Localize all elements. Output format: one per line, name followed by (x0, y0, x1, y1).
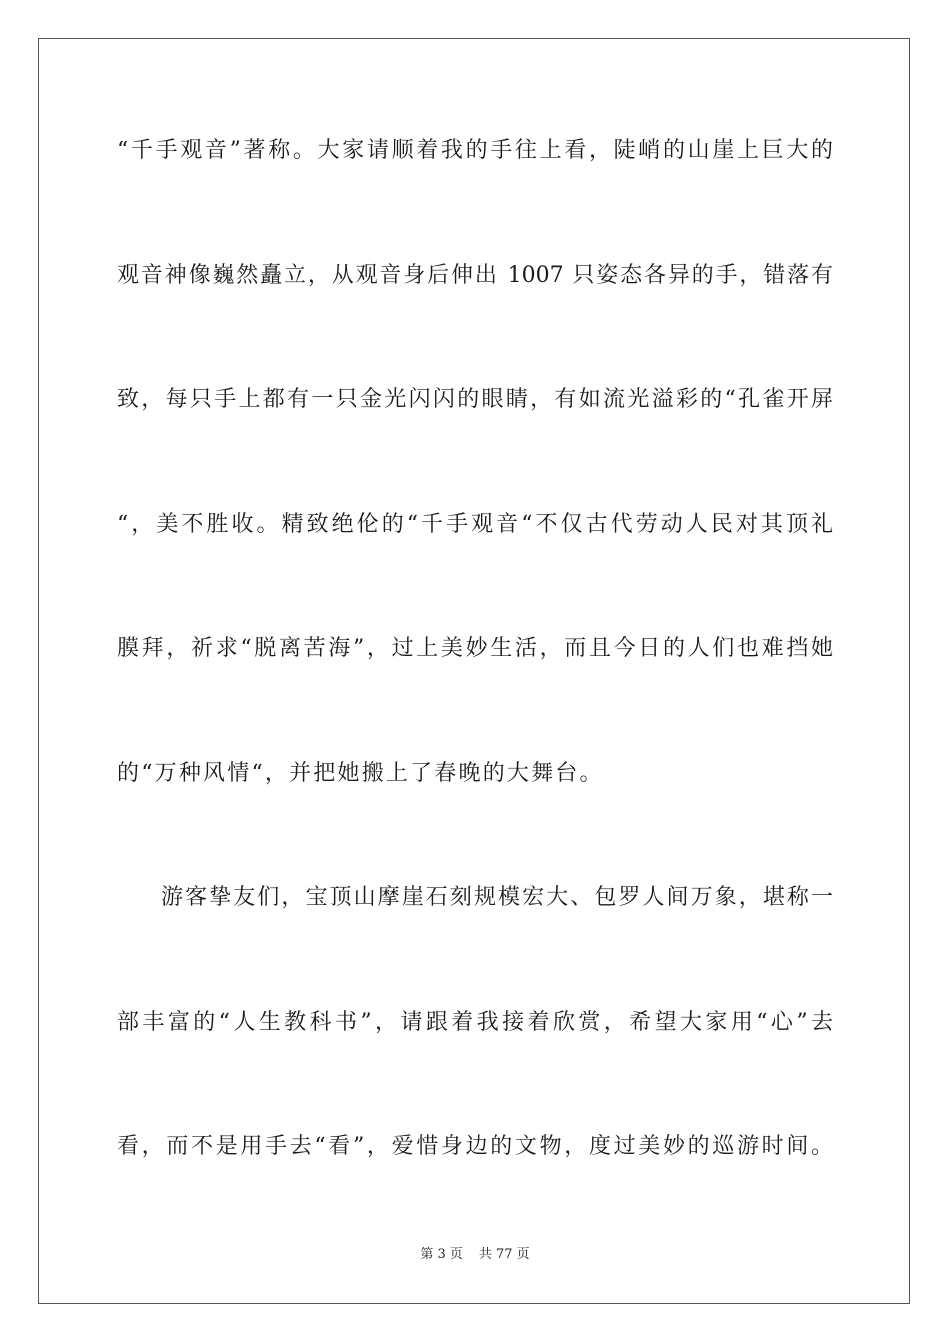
paragraph-line: 膜拜，祈求“脱离苦海”，过上美妙生活，而且今日的人们也难挡她 (117, 636, 833, 661)
paragraph-line: “千手观音”著称。大家请顺着我的手往上看，陡峭的山崖上巨大的 (117, 138, 833, 163)
total-pages: 共 77 页 (478, 1247, 530, 1262)
paragraph-line: 看，而不是用手去“看”，爱惜身边的文物，度过美妙的巡游时间。 (117, 1134, 833, 1159)
page-number: 第 3 页 (420, 1247, 463, 1262)
paragraph-line: 致，每只手上都有一只金光闪闪的眼睛，有如流光溢彩的“孔雀开屏 (117, 387, 833, 412)
paragraph-line: 的“万种风情“，并把她搬上了春晚的大舞台。 (117, 761, 604, 786)
paragraph-line: 游客挚友们，宝顶山摩崖石刻规模宏大、包罗人间万象，堪称一 (161, 885, 833, 910)
paragraph-line: 部丰富的“人生教科书”，请跟着我接着欣赏，希望大家用“心”去 (117, 1010, 833, 1035)
paragraph-line: “，美不胜收。精致绝伦的“千手观音“不仅古代劳动人民对其顶礼 (117, 512, 833, 537)
paragraph-line: 观音神像巍然矗立，从观音身后伸出 1007 只姿态各异的手，错落有 (117, 263, 833, 288)
page-border (38, 38, 910, 1304)
page-footer (0, 1246, 950, 1264)
